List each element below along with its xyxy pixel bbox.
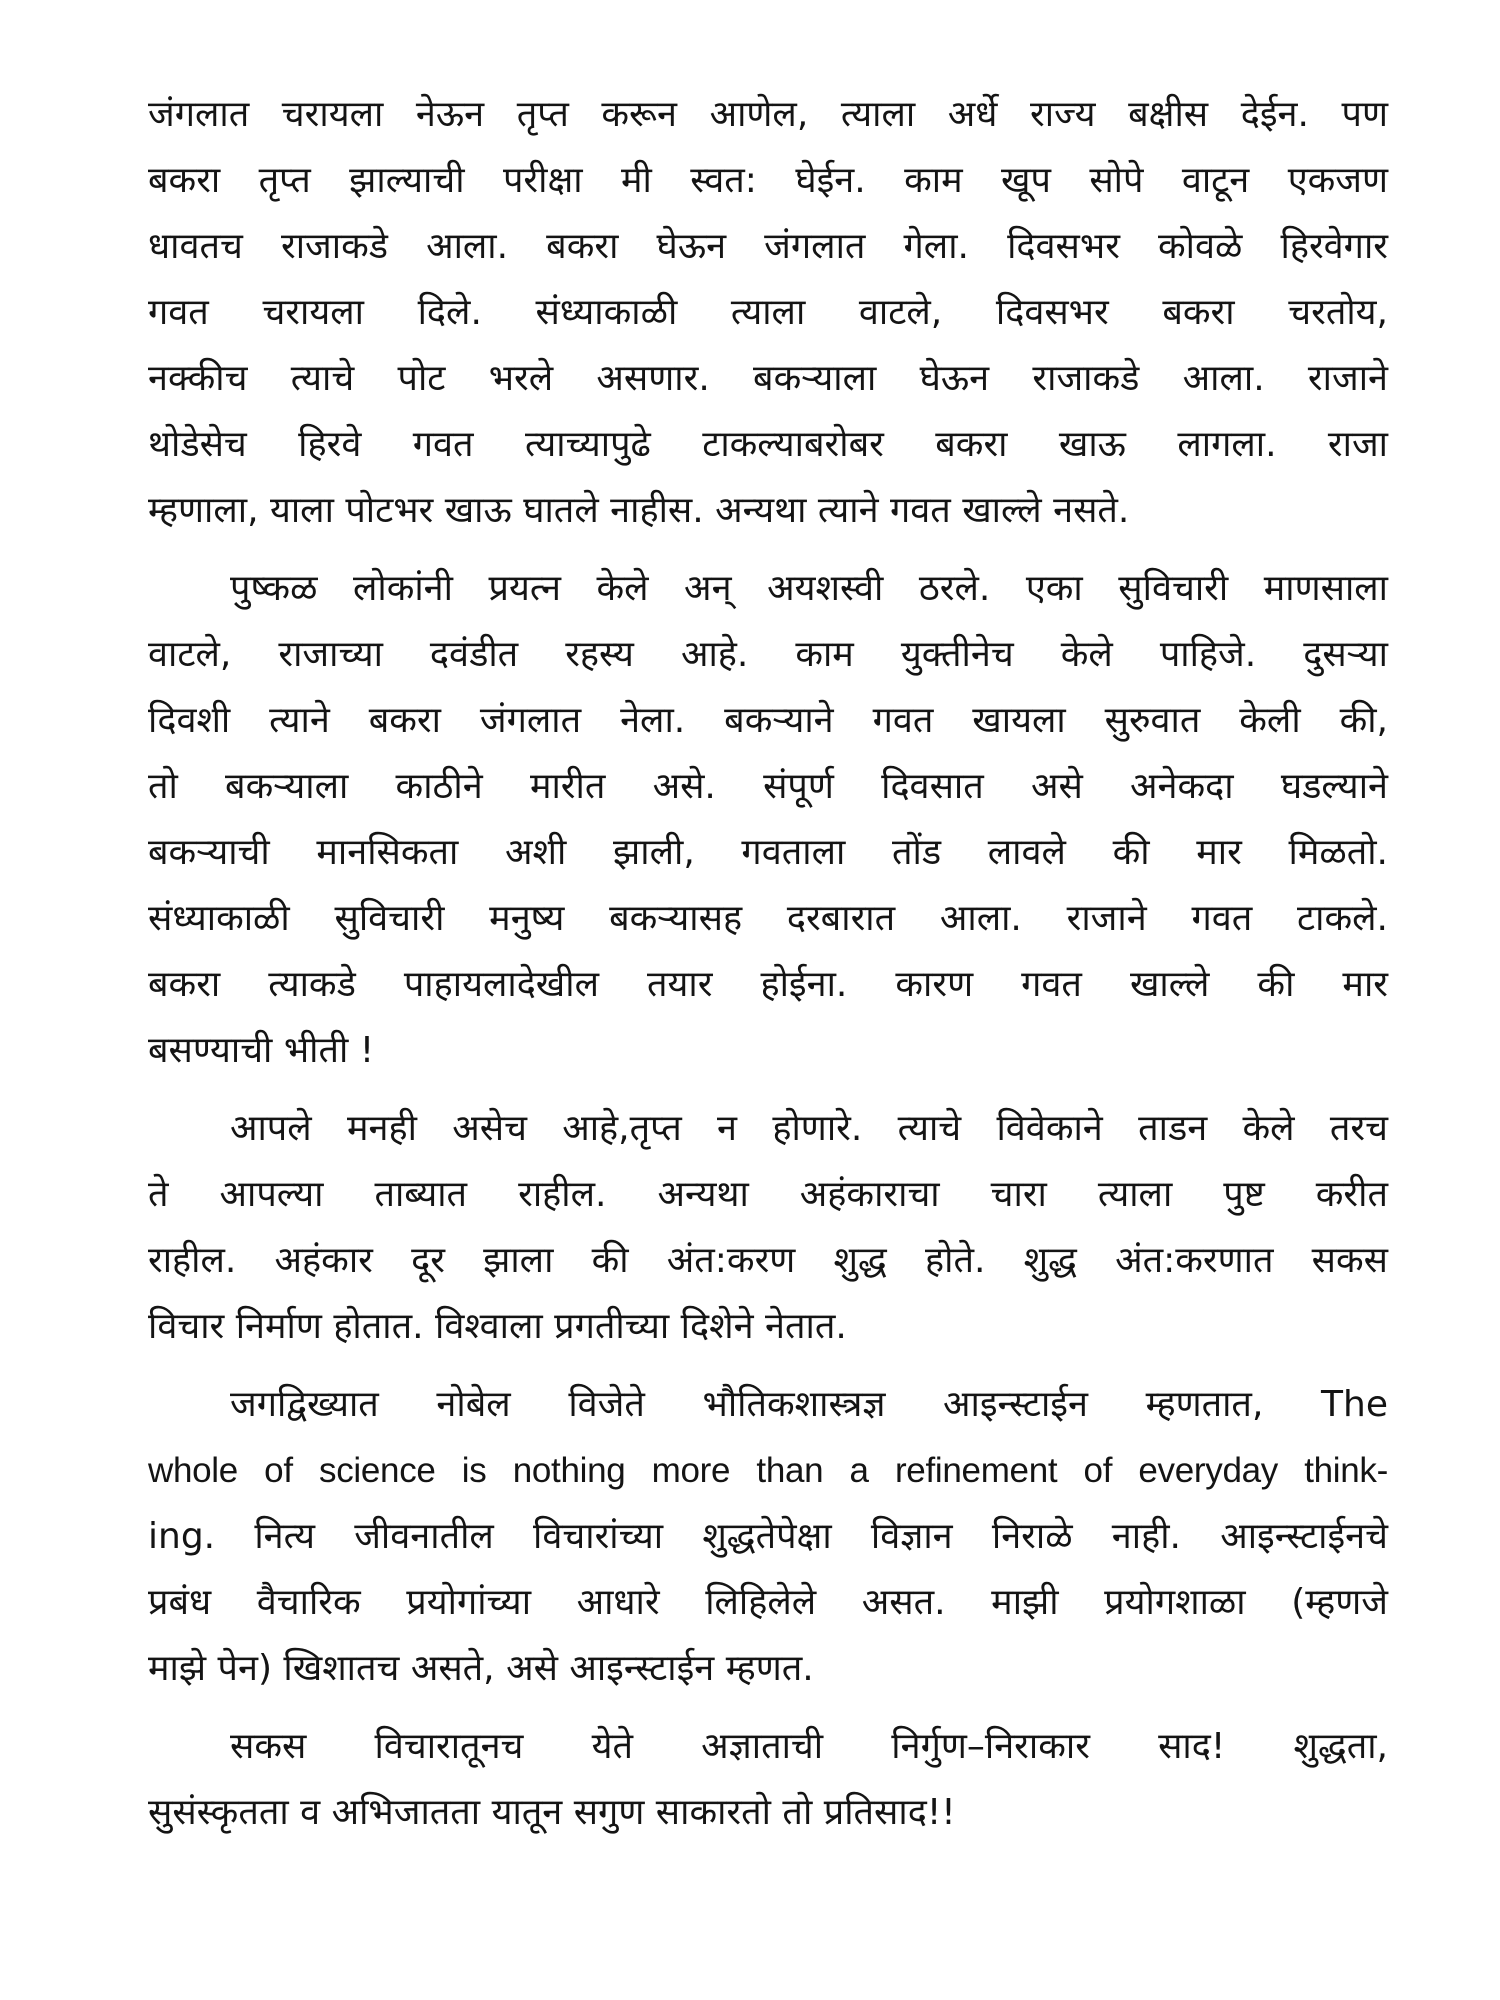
text-line: राहील. अहंकार दूर झाला की अंत:करण शुद्ध होते. शुद्ध अंत:करणात सकस [148, 1240, 1388, 1281]
text-line: जंगलात चरायला नेऊन तृप्त करून आणेल, त्याला अर्धे राज्य बक्षीस देईन. पण [148, 94, 1388, 135]
text-line: बकऱ्याची मानसिकता अशी झाली, गवताला तोंड लावले की मार मिळतो. [148, 832, 1388, 873]
text-line: प्रबंध वैचारिक प्रयोगांच्या आधारे लिहिलेले असत. माझी प्रयोगशाळा (म्हणजे [148, 1582, 1388, 1623]
text-line: दिवशी त्याने बकरा जंगलात नेला. बकऱ्याने गवत खायला सुरुवात केली की, [148, 700, 1388, 741]
text-line: तो बकऱ्याला काठीने मारीत असे. संपूर्ण दिवसात असे अनेकदा घडल्याने [148, 766, 1388, 807]
text-line: सुसंस्कृतता व अभिजातता यातून सगुण साकारतो तो प्रतिसाद!! [148, 1792, 956, 1833]
paragraph-1 [148, 82, 1388, 544]
text-line: सकस विचारातूनच येते अज्ञाताची निर्गुण–निराकार साद! शुद्धता, [230, 1726, 1388, 1767]
text-line: नक्कीच त्याचे पोट भरले असणार. बकऱ्याला घेऊन राजाकडे आला. राजाने [148, 358, 1388, 399]
text-line: संध्याकाळी सुविचारी मनुष्य बकऱ्यासह दरबारात आला. राजाने गवत टाकले. [148, 898, 1388, 939]
text-line: धावतच राजाकडे आला. बकरा घेऊन जंगलात गेला. दिवसभर कोवळे हिरवेगार [148, 226, 1388, 267]
text-line: ing. नित्य जीवनातील विचारांच्या शुद्धतेपेक्षा विज्ञान निराळे नाही. आइन्स्टाईनचे [148, 1516, 1388, 1557]
text-line: बकरा तृप्त झाल्याची परीक्षा मी स्वत: घेईन. काम खूप सोपे वाटून एकजण [148, 160, 1388, 201]
text-line: पुष्कळ लोकांनी प्रयत्न केले अन् अयशस्वी ठरले. एका सुविचारी माणसाला [230, 568, 1388, 609]
paragraph-5 [148, 1714, 1388, 1846]
text-line: whole of science is nothing more than a refinement of everyday think- [148, 1451, 1388, 1490]
text-line: जगद्विख्यात नोबेल विजेते भौतिकशास्त्रज्ञ आइन्स्टाईन म्हणतात, The [230, 1384, 1388, 1425]
text-line: थोडेसेच हिरवे गवत त्याच्यापुढे टाकल्याबरोबर बकरा खाऊ लागला. राजा [148, 424, 1388, 465]
text-line: गवत चरायला दिले. संध्याकाळी त्याला वाटले, दिवसभर बकरा चरतोय, [148, 292, 1388, 333]
text-line: विचार निर्माण होतात. विश्वाला प्रगतीच्या दिशेने नेतात. [148, 1306, 847, 1347]
text-line: वाटले, राजाच्या दवंडीत रहस्य आहे. काम युक्तीनेच केले पाहिजे. दुसऱ्या [148, 634, 1388, 675]
text-line: आपले मनही असेच आहे,तृप्त न होणारे. त्याचे विवेकाने ताडन केले तरच [230, 1108, 1388, 1149]
paragraph-2 [148, 556, 1388, 1084]
text-line: माझे पेन) खिशातच असते, असे आइन्स्टाईन म्हणत. [148, 1648, 814, 1689]
book-page [148, 82, 1388, 1846]
paragraph-4 [148, 1372, 1388, 1702]
text-line: बसण्याची भीती ! [148, 1030, 375, 1071]
text-line: ते आपल्या ताब्यात राहील. अन्यथा अहंकाराचा चारा त्याला पुष्ट करीत [148, 1174, 1388, 1215]
paragraph-3 [148, 1096, 1388, 1360]
text-line: बकरा त्याकडे पाहायलादेखील तयार होईना. कारण गवत खाल्ले की मार [148, 964, 1388, 1005]
text-line: म्हणाला, याला पोटभर खाऊ घातले नाहीस. अन्यथा त्याने गवत खाल्ले नसते. [148, 490, 1130, 531]
